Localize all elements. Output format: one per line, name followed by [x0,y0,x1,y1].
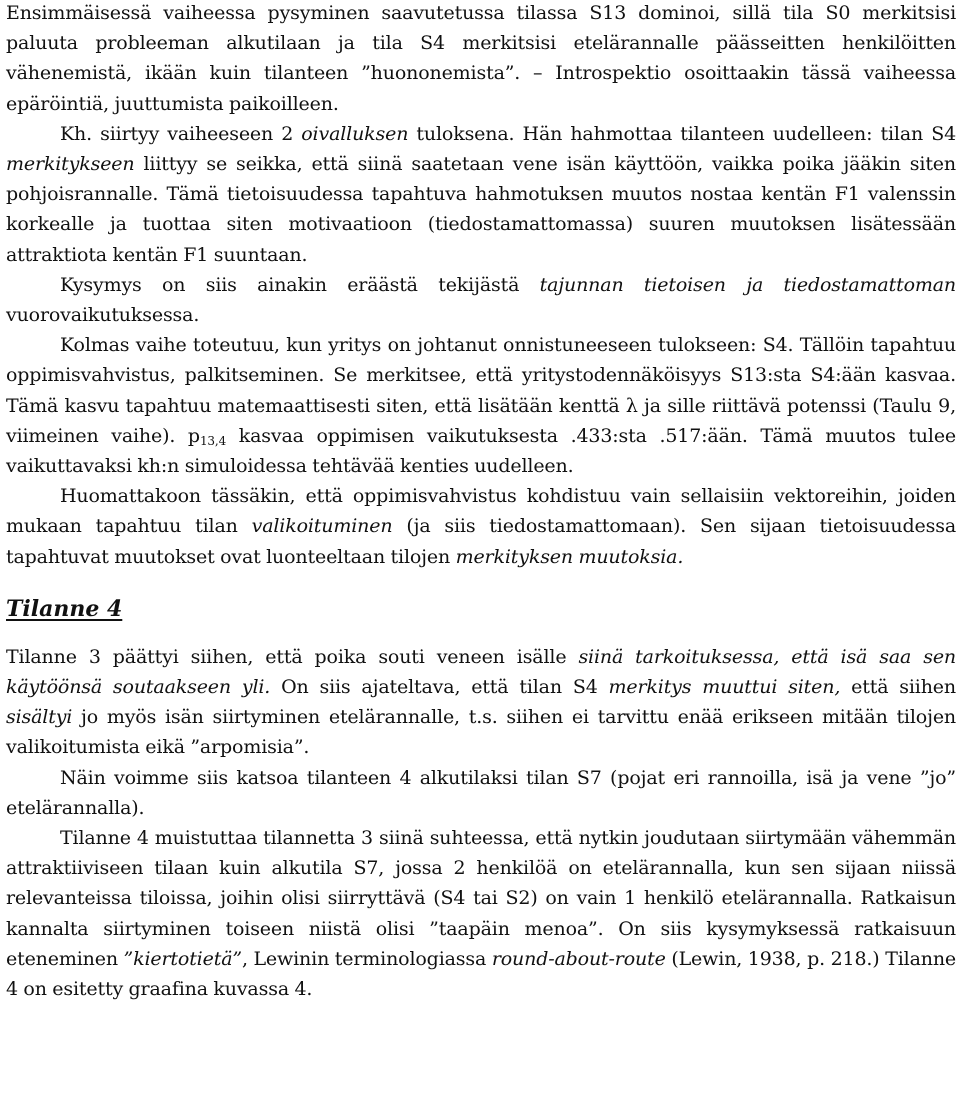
emphasis: ”kiertotietä” [123,947,242,970]
text-run: Ensimmäisessä vaiheessa pysyminen saavutetussa tilassa S13 dominoi, sillä tila S0 merkitsisi paluuta probleeman alkutilaan ja tila S4 merkitsisi etelärannalle päässeitten henkilöitten vähenemistä, ikään kuin tilanteen ”huononemista”. – Introspektio osoittaakin tässä vaiheessa epäröintiä, juuttumista paikoilleen. [6,2,956,115]
emphasis: merkitys muuttui siten, [608,676,841,699]
paragraph [6,270,956,330]
text-run: On siis ajateltava, että tilan S4 [270,676,609,699]
emphasis: siinä tarkoituksessa, että isä saa sen käytöönsä soutaakseen yli. [6,645,956,699]
text-run: Kolmas vaihe toteutuu, kun yritys on johtanut onnistuneeseen tulokseen: S4. Tällöin tapahtuu oppimisvahvistus, palkitseminen. Se merkitsee, että yritystodennäköisyys S13:sta S4:ään kasvaa. Tämä kasvu tapahtuu matemaattisesti siten, että lisätään kenttä λ ja sille riittävä potenssi (Taulu 9, viimeinen vaihe). p [6,334,956,447]
emphasis: valikoituminen [251,515,393,538]
emphasis: merkityksen muutoksia. [455,545,684,568]
section-heading: Tilanne 4 [6,595,123,622]
text-run: Tilanne 4 muistuttaa tilannetta 3 siinä suhteessa, että nytkin joudutaan siirtymään vähemmän attraktiiviseen tilaan kuin alkutila S7, jossa 2 henkilöä on etelärannalla, kun sen sijaan niissä relevanteissa tiloissa, joihin olisi siirryttävä (S4 tai S2) on vain 1 henkilö etelärannalla. Ratkaisun kannalta siirtyminen toiseen niistä olisi ”taapäin menoa”. On siis kysymyksessä ratkaisuun eteneminen [6,827,956,970]
text-run: Kh. siirtyy vaiheeseen 2 [60,122,302,145]
text-run: (Lewin, 1938, p. 218.) Tilanne 4 on esitetty graafina kuvassa 4. [6,947,957,1001]
emphasis: tajunnan tietoisen ja tiedostamattoman [539,273,956,296]
text-run: , Lewinin terminologiassa [241,947,492,970]
emphasis: oivalluksen [301,122,409,145]
emphasis: merkitykseen [6,153,135,176]
text-run: kasvaa oppimisen vaikutuksesta .433:sta .517:ään. Tämä muutos tulee vaikuttavaksi kh:n simuloidessa tehtävää kenties uudelleen. [6,424,957,478]
paragraph [6,823,956,1004]
paragraph [6,642,956,763]
text-run: Näin voimme siis katsoa tilanteen 4 alkutilaksi tilan S7 (pojat eri rannoilla, isä ja vene ”jo” etelärannalla). [6,766,956,819]
paragraph [6,481,956,572]
text-run: liittyy se seikka, että siinä saatetaan vene isän käyttöön, vaikka poika jääkin siten pohjoisrannalle. Tämä tietoisuudessa tapahtuva hahmotuksen muutos nostaa kentän F1 valenssin korkealle ja tuottaa siten motivaatioon (tiedostamattomassa) suuren muutoksen lisätessään attraktiota kentän F1 suuntaan. [6,153,956,266]
text-run: Huomattakoon tässäkin, että oppimisvahvistus kohdistuu vain sellaisiin vektoreihin, joiden mukaan tapahtuu tilan [6,485,956,538]
text-run: vuorovaikutuksessa. [6,304,200,327]
text-run: (ja siis tiedostamattomaan). Sen sijaan tietoisuudessa tapahtuvat muutokset ovat luonteeltaan tilojen [6,515,957,568]
text-run: jo myös isän siirtyminen etelärannalle, t.s. siihen ei tarvittu enää erikseen mitään tilojen valikoitumista eikä ”arpomisia”. [6,706,956,759]
text-run: Kysymys on siis ainakin eräästä tekijästä [60,273,540,296]
emphasis: sisältyi [6,706,73,729]
text-run: että siihen [840,676,956,699]
paragraph [6,330,956,481]
text-run: Tilanne 3 päättyi siihen, että poika souti veneen isälle [6,645,579,668]
text-run: tuloksena. Hän hahmottaa tilanteen uudelleen: tilan S4 [408,122,957,145]
subscript: 13,4 [199,433,227,448]
paragraph [6,119,956,270]
paragraph [6,0,956,119]
emphasis: round-about-route [491,947,666,970]
paragraph [6,763,956,823]
